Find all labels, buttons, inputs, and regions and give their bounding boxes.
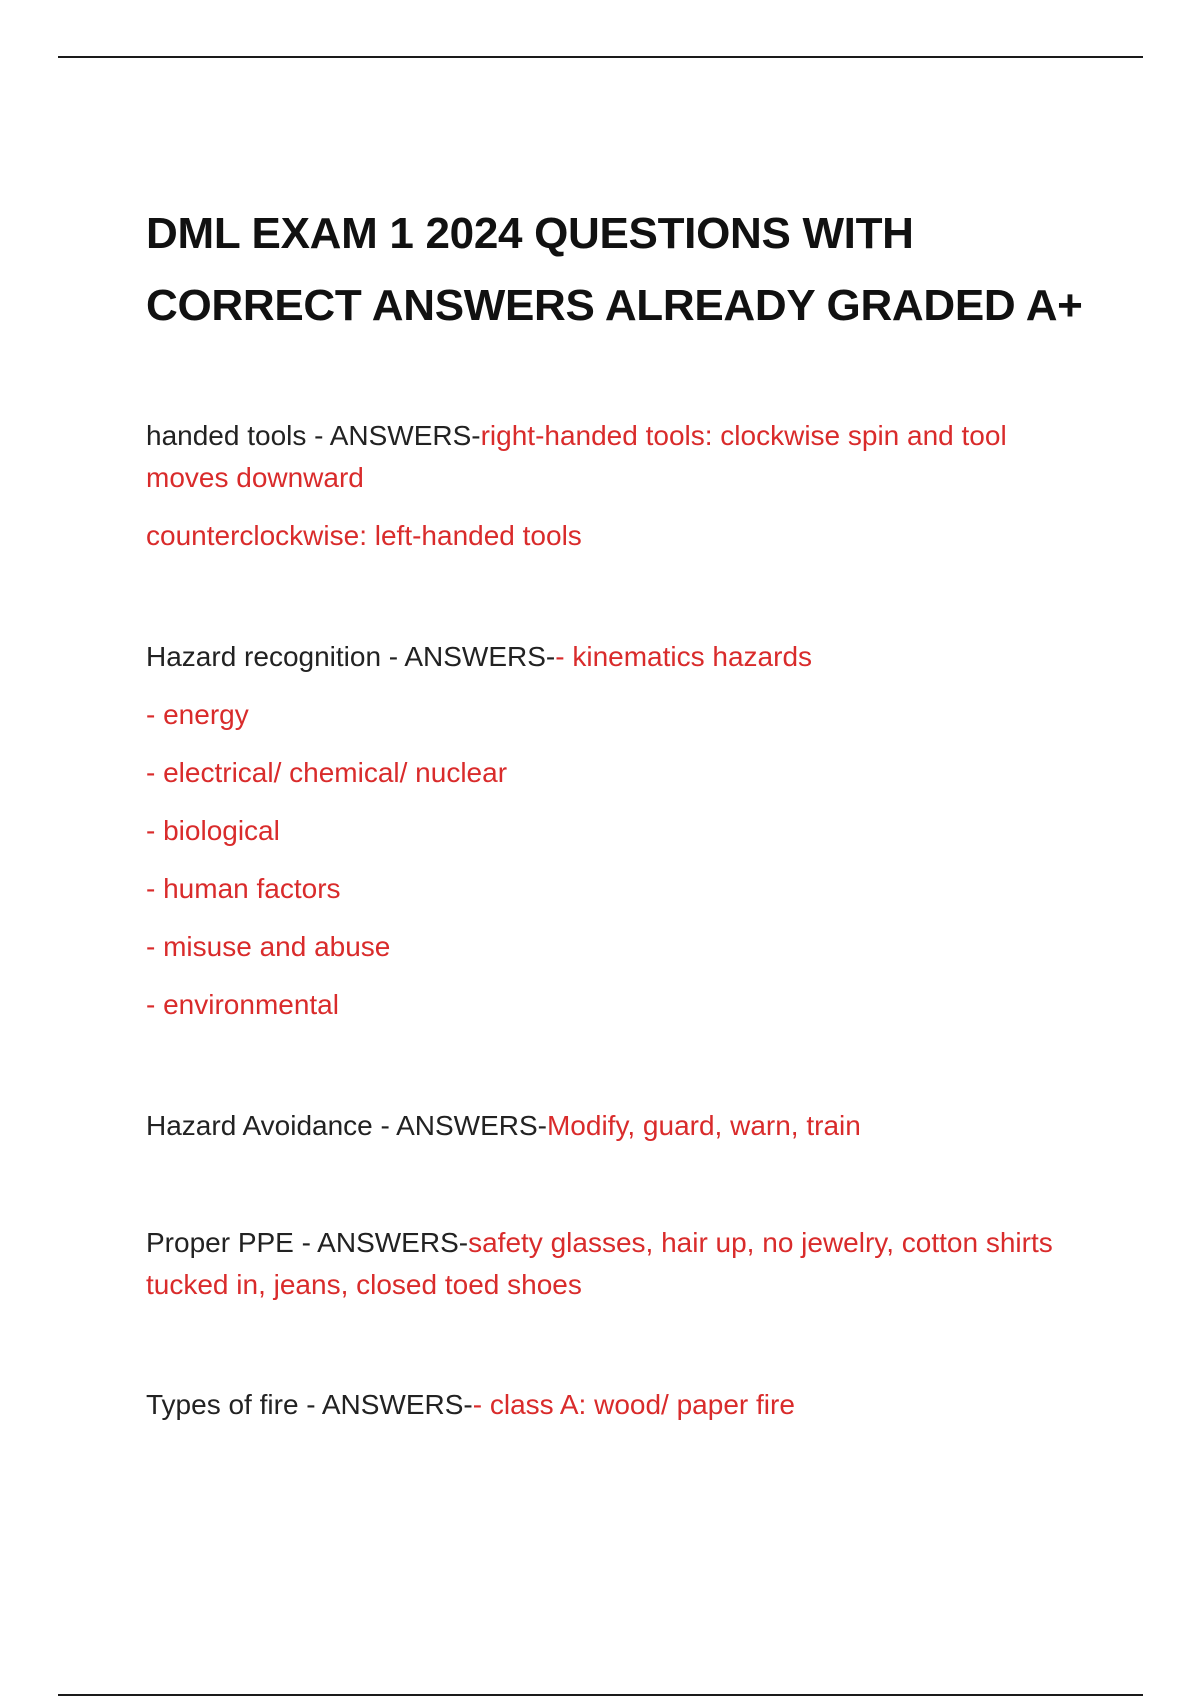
top-divider <box>58 56 1143 58</box>
answer-line: - biological <box>146 815 280 846</box>
question-text: Types of fire - ANSWERS- <box>146 1389 473 1420</box>
qa-item-hazard-avoidance <box>146 1105 1096 1147</box>
answer-line: - energy <box>146 699 249 730</box>
qa-item-handed-tools <box>146 415 1096 557</box>
answer-text: - class A: wood/ paper fire <box>472 1389 795 1420</box>
answer-line: - environmental <box>146 989 339 1020</box>
document-title <box>146 198 1096 342</box>
qa-item-proper-ppe <box>146 1222 1096 1306</box>
question-text: Hazard recognition - ANSWERS- <box>146 641 556 672</box>
answer-text: right-handed tools: clockwise spin and tool moves downward <box>146 420 1007 493</box>
question-text: Proper PPE - ANSWERS- <box>146 1227 469 1258</box>
answer-text: Modify, guard, warn, train <box>546 1110 861 1141</box>
answer-line: - electrical/ chemical/ nuclear <box>146 757 508 788</box>
title-line-1: DML EXAM 1 2024 QUESTIONS WITH <box>146 209 914 258</box>
answer-line: counterclockwise: left-handed tools <box>146 520 582 551</box>
question-text: Hazard Avoidance - ANSWERS- <box>146 1110 547 1141</box>
answer-text: safety glasses, hair up, no jewelry, cotton shirts tucked in, jeans, closed toed shoes <box>146 1227 1053 1300</box>
answer-text: - kinematics hazards <box>555 641 813 672</box>
title-line-2: CORRECT ANSWERS ALREADY GRADED A+ <box>146 281 1083 330</box>
qa-item-hazard-recognition <box>146 636 1096 1026</box>
answer-line: - human factors <box>146 873 341 904</box>
bottom-divider <box>58 1694 1143 1696</box>
qa-item-types-of-fire <box>146 1384 1096 1426</box>
answer-line: - misuse and abuse <box>146 931 391 962</box>
question-text: handed tools - ANSWERS- <box>146 420 481 451</box>
